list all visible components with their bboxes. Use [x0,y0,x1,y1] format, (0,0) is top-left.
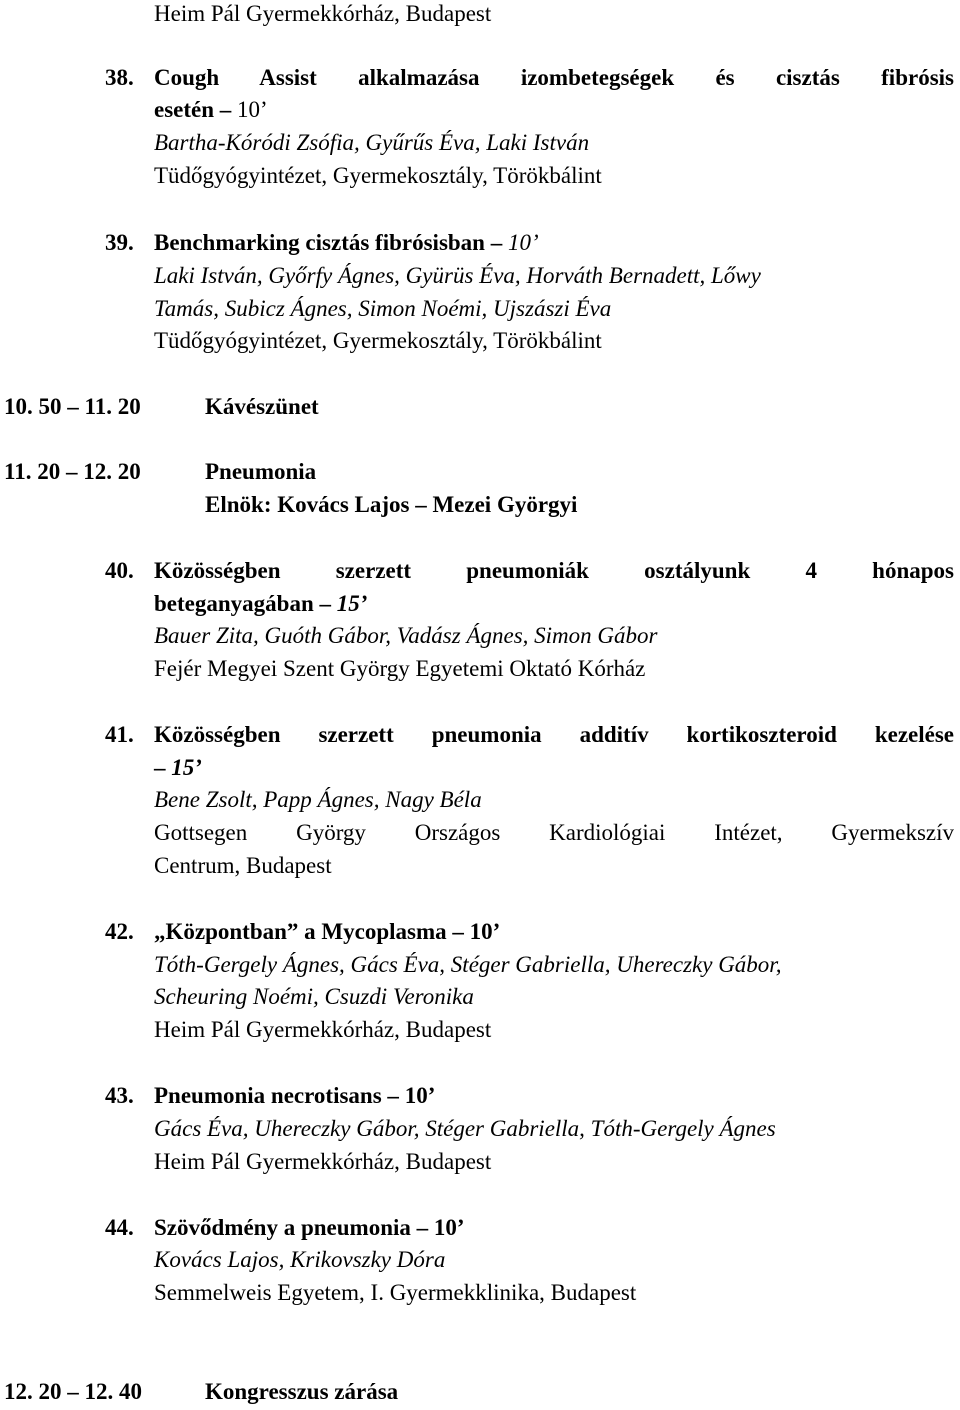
item-title: Benchmarking cisztás fibrósisban – 10’ [154,230,539,255]
session-title: Pneumonia [205,459,317,484]
item-authors: Bene Zsolt, Papp Ágnes, Nagy Béla [154,787,482,812]
item-number: 41. [105,722,134,747]
item-duration: 15’ [336,591,368,616]
closing-time: 12. 20 – 12. 40 [4,1379,142,1404]
item-duration: 10’ [469,919,501,944]
item-title: Közösségben szerzett pneumonia additív kortikoszteroid kezelése [154,722,954,747]
item-title: Pneumonia necrotisans – 10’ [154,1083,436,1108]
item-duration: 10’ [237,97,268,122]
item-duration: 10’ [404,1083,436,1108]
item-institution: Semmelweis Egyetem, I. Gyermekklinika, Budapest [154,1280,637,1305]
item-title-continued: esetén – 10’ [154,97,268,122]
item-institution: Heim Pál Gyermekkórház, Budapest [154,1149,492,1174]
closing-label: Kongresszus zárása [205,1379,399,1404]
item-title: Szövődmény a pneumonia – 10’ [154,1215,465,1240]
item-title: „Központban” a Mycoplasma – 10’ [154,919,501,944]
item-title: Cough Assist alkalmazása izombetegségek és cisztás fibrósis [154,65,954,90]
item-institution: Tüdőgyógyintézet, Gyermekosztály, Törökbálint [154,163,602,188]
item-authors: Bartha-Kóródi Zsófia, Gyűrűs Éva, Laki István [154,130,590,155]
item-title-continued: beteganyagában – 15’ [154,591,368,616]
item-authors: Kovács Lajos, Krikovszky Dóra [154,1247,446,1272]
item-authors-continued: Tamás, Subicz Ágnes, Simon Noémi, Ujszászi Éva [154,296,612,321]
break-time: 10. 50 – 11. 20 [4,394,141,419]
item-number: 38. [105,65,134,90]
item-number: 39. [105,230,134,255]
item-duration: 10’ [507,230,539,255]
item-authors-continued: Scheuring Noémi, Csuzdi Veronika [154,984,474,1009]
item-institution: Gottsegen György Országos Kardiológiai Intézet, Gyermekszív [154,820,954,845]
item-institution: Heim Pál Gyermekkórház, Budapest [154,1017,492,1042]
item-authors: Bauer Zita, Guóth Gábor, Vadász Ágnes, Simon Gábor [154,623,658,648]
item-title-continued: – 15’ [154,755,202,780]
item-institution-continued: Centrum, Budapest [154,853,332,878]
item-number: 40. [105,558,134,583]
item-title: Közösségben szerzett pneumoniák osztályunk 4 hónapos [154,558,954,583]
item-authors: Gács Éva, Uhereczky Gábor, Stéger Gabriella, Tóth-Gergely Ágnes [154,1116,776,1141]
item-institution: Tüdőgyógyintézet, Gyermekosztály, Törökbálint [154,328,602,353]
item-duration: 10’ [433,1215,465,1240]
top-affiliation: Heim Pál Gyermekkórház, Budapest [154,1,492,26]
item-number: 42. [105,919,134,944]
item-institution: Fejér Megyei Szent György Egyetemi Oktató Kórház [154,656,646,681]
item-authors: Laki István, Győrfy Ágnes, Gyürüs Éva, Horváth Bernadett, Lőwy [154,263,761,288]
session-chairs: Elnök: Kovács Lajos – Mezei Györgyi [205,492,578,517]
session-time: 11. 20 – 12. 20 [4,459,141,484]
break-label: Kávészünet [205,394,319,419]
item-number: 43. [105,1083,134,1108]
item-authors: Tóth-Gergely Ágnes, Gács Éva, Stéger Gabriella, Uhereczky Gábor, [154,952,782,977]
item-number: 44. [105,1215,134,1240]
item-duration: 15’ [171,755,202,780]
